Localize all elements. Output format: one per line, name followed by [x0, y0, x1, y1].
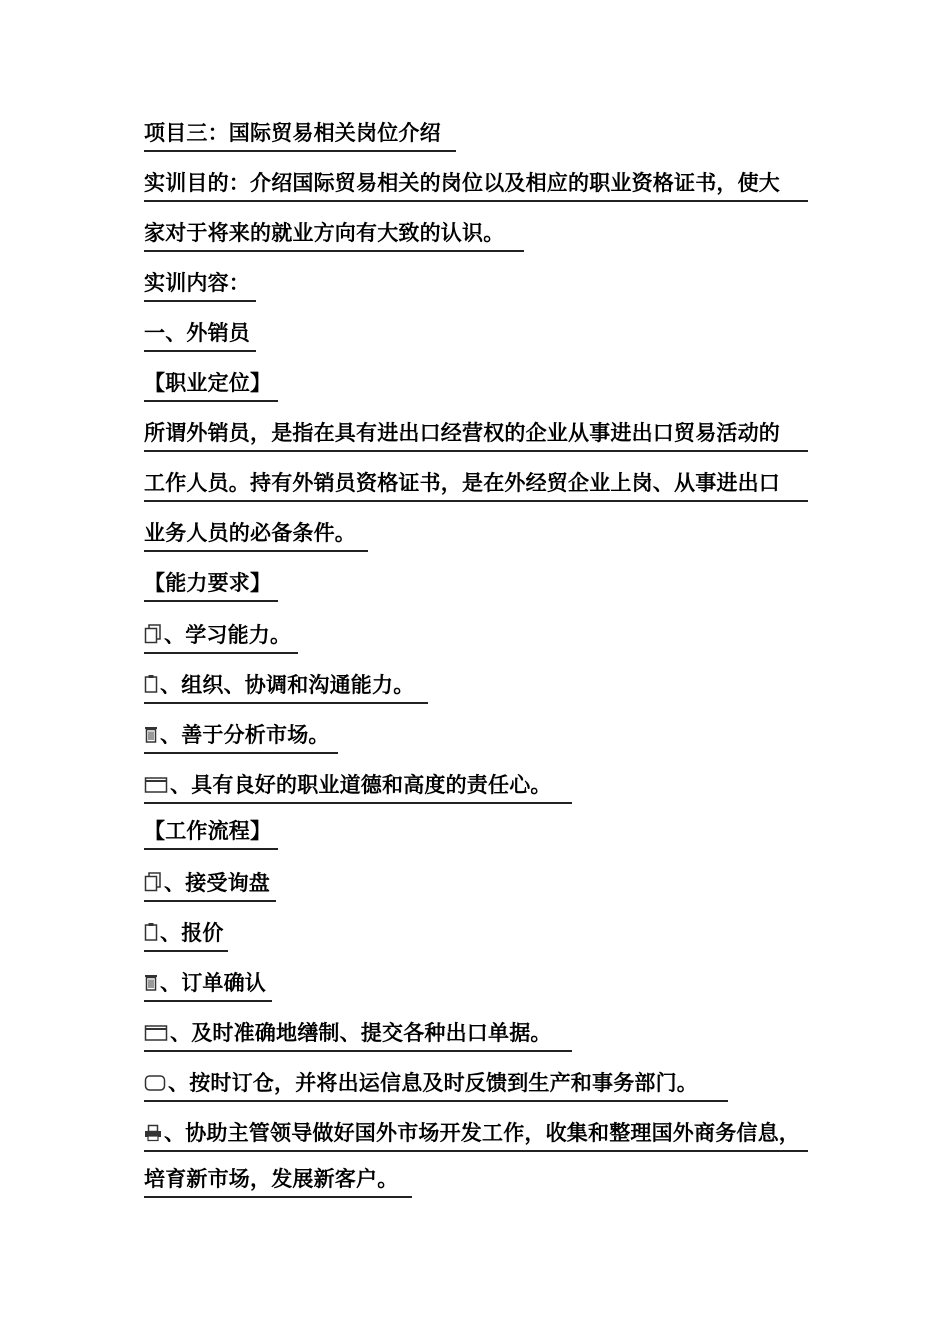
workflow-heading: 【工作流程】 [144, 816, 278, 850]
workflow-item: 、及时准确地缮制、提交各种出口单据。 [144, 1018, 572, 1052]
workflow-item: 、订单确认 [144, 968, 272, 1002]
clipboard-icon [144, 674, 158, 694]
ability-item: 、学习能力。 [144, 620, 298, 654]
position-text-line-2: 工作人员。持有外销员资格证书，是在外经贸企业上岗、从事进出口 [144, 468, 808, 502]
ability-item: 、组织、协调和沟通能力。 [144, 670, 428, 704]
purpose-line-2: 家对于将来的就业方向有大致的认识。 [144, 218, 524, 252]
section-heading: 一、外销员 [144, 318, 256, 352]
purpose-line-1: 实训目的：介绍国际贸易相关的岗位以及相应的职业资格证书，使大 [144, 168, 808, 202]
window-icon [144, 1024, 168, 1042]
clipboard-icon [144, 922, 158, 942]
position-heading: 【职业定位】 [144, 368, 278, 402]
window-icon [144, 776, 168, 794]
trash-icon [144, 972, 158, 992]
ability-item: 、具有良好的职业道德和高度的责任心。 [144, 770, 572, 804]
printer-icon [144, 1124, 162, 1142]
workflow-item: 、接受询盘 [144, 868, 276, 902]
workflow-item-continuation: 培育新市场，发展新客户。 [144, 1164, 412, 1198]
position-text-line-3: 业务人员的必备条件。 [144, 518, 368, 552]
trash-icon [144, 724, 158, 744]
workflow-item: 、协助主管领导做好国外市场开发工作，收集和整理国外商务信息， [144, 1118, 808, 1152]
workflow-item: 、按时订仓，并将出运信息及时反馈到生产和事务部门。 [144, 1068, 728, 1102]
ability-heading: 【能力要求】 [144, 568, 278, 602]
copy-icon [144, 872, 162, 892]
content-heading: 实训内容： [144, 268, 256, 302]
position-text-line-1: 所谓外销员，是指在具有进出口经营权的企业从事进出口贸易活动的 [144, 418, 808, 452]
workflow-item: 、报价 [144, 918, 228, 952]
copy-icon [144, 624, 162, 644]
document-title: 项目三：国际贸易相关岗位介绍 [144, 118, 456, 152]
rounded-box-icon [144, 1074, 166, 1092]
ability-item: 、善于分析市场。 [144, 720, 338, 754]
